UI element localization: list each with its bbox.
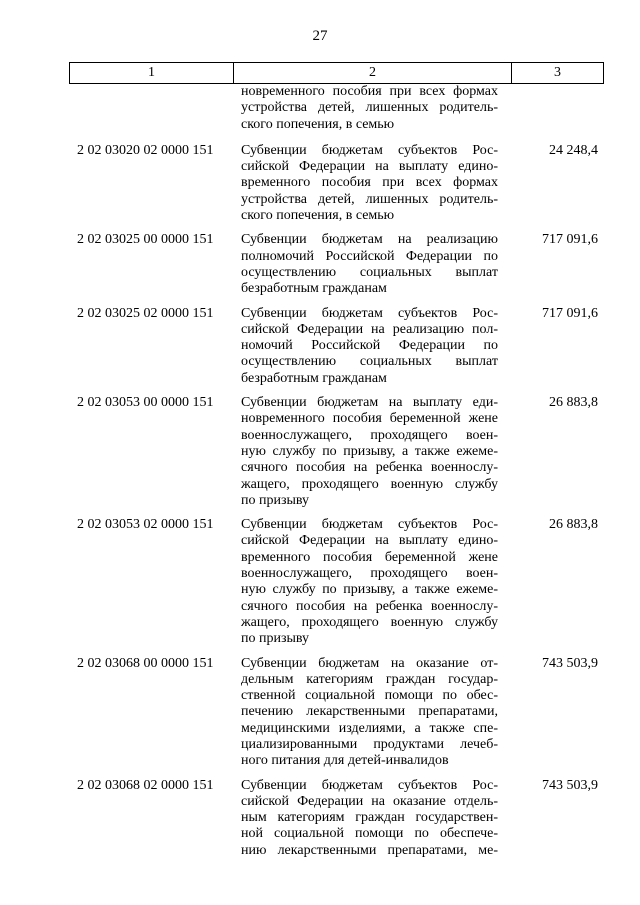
row-amount: 743 503,9 xyxy=(542,655,598,671)
row-description xyxy=(233,778,500,859)
description-line: военнослужащего, проходящего воен- xyxy=(241,566,498,582)
description-line: номочий Российской Федерации по xyxy=(241,338,498,354)
description-line: ным категориям граждан государствен- xyxy=(241,810,498,826)
description-line: временного пособия при всех формах xyxy=(241,175,498,191)
table-row xyxy=(69,656,603,770)
row-description xyxy=(233,395,500,509)
description-line: жащего, проходящего военную службу xyxy=(241,614,498,630)
row-description xyxy=(233,517,500,647)
description-line: ную службу по призыву, а также ежеме- xyxy=(241,582,498,598)
description-line: печению лекарственными препаратами, xyxy=(241,704,498,720)
table-row xyxy=(69,306,603,387)
description-line: сийской Федерации на выплату едино- xyxy=(241,159,498,175)
page-number: 27 xyxy=(312,28,328,44)
description-line: устройства детей, лишенных родитель- xyxy=(241,100,498,116)
description-line: ного питания для детей-инвалидов xyxy=(241,753,449,769)
column-header-1: 1 xyxy=(70,63,234,84)
row-amount: 24 248,4 xyxy=(549,142,598,158)
description-line: Субвенции бюджетам субъектов Рос- xyxy=(241,142,498,158)
description-line: сячного пособия на ребенка военнослу- xyxy=(241,598,498,614)
description-line: ского попечения, в семью xyxy=(241,116,395,132)
description-line: Субвенции бюджетам на реализацию xyxy=(241,232,498,248)
table-row xyxy=(69,395,603,509)
description-line: дельным категориям граждан государ- xyxy=(241,671,498,687)
row-amount: 717 091,6 xyxy=(542,232,598,248)
description-line: устройства детей, лишенных родитель- xyxy=(241,191,498,207)
description-line: сийской Федерации на реализацию пол- xyxy=(241,321,498,337)
description-line: сячного пособия на ребенка военнослу- xyxy=(241,460,498,476)
description-line: сийской Федерации на оказание отдель- xyxy=(241,793,498,809)
row-amount: 26 883,8 xyxy=(549,395,598,411)
table-row xyxy=(69,232,603,297)
row-amount: 717 091,6 xyxy=(542,305,598,321)
description-line: ского попечения, в семью xyxy=(241,208,395,224)
description-line: сийской Федерации на выплату едино- xyxy=(241,533,498,549)
row-description xyxy=(233,656,500,770)
description-line: новременного пособия беременной жене xyxy=(241,411,498,427)
row-amount: 743 503,9 xyxy=(542,777,598,793)
description-line: Субвенции бюджетам субъектов Рос- xyxy=(241,305,498,321)
table-row xyxy=(69,143,603,224)
table-row xyxy=(69,517,603,647)
column-header-row xyxy=(69,62,604,84)
row-description xyxy=(233,143,500,224)
description-line: полномочий Российской Федерации по xyxy=(241,248,498,264)
row-code: 2 02 03068 02 0000 151 xyxy=(77,777,214,793)
description-line: военнослужащего, проходящего воен- xyxy=(241,427,498,443)
description-line: ственной социальной помощи по обес- xyxy=(241,688,498,704)
description-line: Субвенции бюджетам на выплату еди- xyxy=(241,395,498,411)
description-line: медицинскими изделиями, а также спе- xyxy=(241,720,498,736)
row-code: 2 02 03020 02 0000 151 xyxy=(77,142,214,158)
description-line: безработным гражданам xyxy=(241,281,387,297)
description-line: нию лекарственными препаратами, ме- xyxy=(241,842,498,858)
continuation-row xyxy=(69,84,603,133)
table-body xyxy=(69,84,603,867)
description-line: ную службу по призыву, а также ежеме- xyxy=(241,443,498,459)
column-header-2: 2 xyxy=(234,63,512,84)
description-line: Субвенции бюджетам субъектов Рос- xyxy=(241,777,498,793)
table-row xyxy=(69,778,603,859)
description-line: по призыву xyxy=(241,492,310,508)
description-line: Субвенции бюджетам на оказание от- xyxy=(241,655,498,671)
column-header-3: 3 xyxy=(512,63,604,84)
description-line: временного пособия беременной жене xyxy=(241,549,498,565)
description-line: осуществлению социальных выплат xyxy=(241,264,498,280)
description-line: жащего, проходящего военную службу xyxy=(241,476,498,492)
row-code: 2 02 03053 02 0000 151 xyxy=(77,517,214,533)
description-line: циализированными продуктами лечеб- xyxy=(241,736,498,752)
description-line: Субвенции бюджетам субъектов Рос- xyxy=(241,517,498,533)
row-code: 2 02 03025 00 0000 151 xyxy=(77,232,214,248)
row-description xyxy=(233,84,500,133)
row-code: 2 02 03053 00 0000 151 xyxy=(77,395,214,411)
description-line: новременного пособия при всех формах xyxy=(241,84,498,99)
description-line: по призыву xyxy=(241,631,310,647)
row-code: 2 02 03068 00 0000 151 xyxy=(77,655,214,671)
description-line: осуществлению социальных выплат xyxy=(241,354,498,370)
row-description xyxy=(233,232,500,297)
description-line: безработным гражданам xyxy=(241,370,387,386)
row-description xyxy=(233,306,500,387)
row-amount xyxy=(500,84,603,133)
row-code xyxy=(69,84,233,133)
description-line: ной социальной помощи по обеспече- xyxy=(241,826,498,842)
row-code: 2 02 03025 02 0000 151 xyxy=(77,305,214,321)
row-amount: 26 883,8 xyxy=(549,517,598,533)
